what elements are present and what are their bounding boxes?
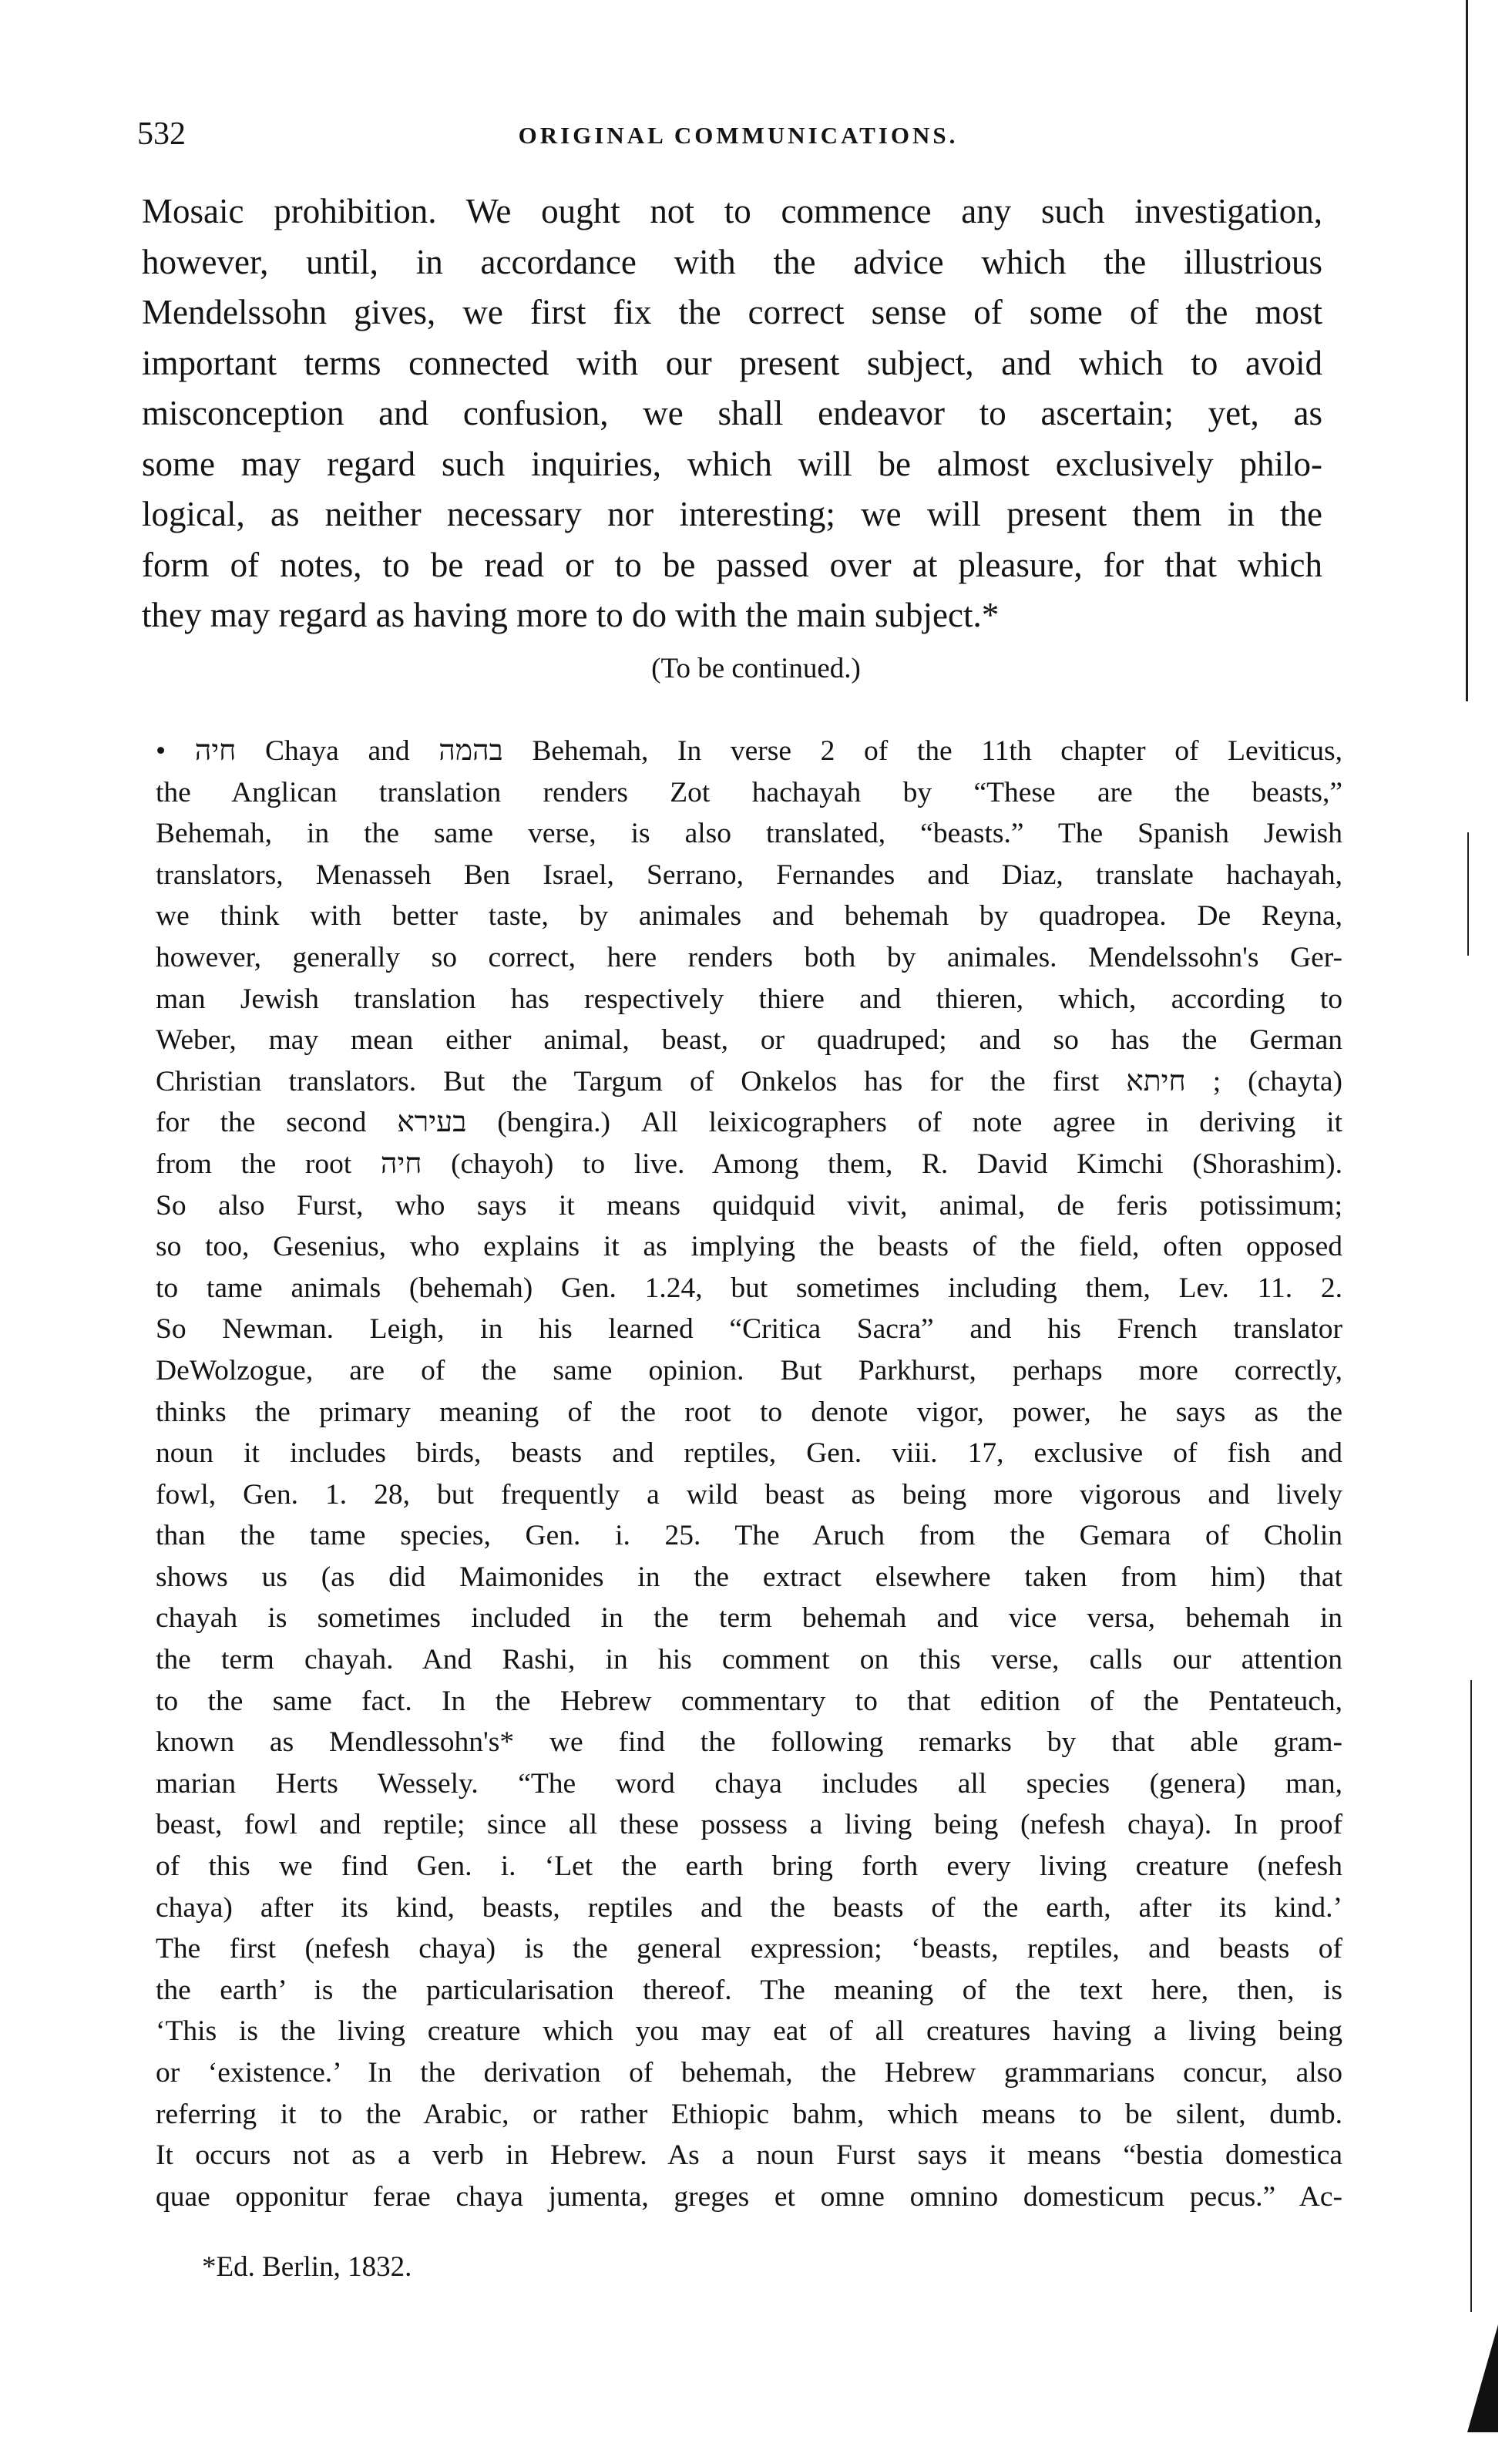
footnote-line: thinks the primary meaning of the root to denote vigor, power, he says as the (156, 1396, 1342, 1428)
footnote-line: man Jewish translation has respectively thiere and thieren, which, according to (156, 983, 1342, 1015)
binding-edge-line (1470, 1680, 1472, 2312)
footnote-line: Behemah, in the same verse, is also translated, “beasts.” The Spanish Jewish (156, 818, 1342, 850)
footnote-line: from the root חיה (chayoh) to live. Among them, R. David Kimchi (Shorashim). (156, 1148, 1342, 1180)
footnote-line: chayah is sometimes included in the term behemah and vice versa, behemah in (156, 1602, 1342, 1635)
footnote-line: so too, Gesenius, who explains it as implying the beasts of the field, often opposed (156, 1231, 1342, 1263)
footnote-line: chaya) after its kind, beasts, reptiles and the beasts of the earth, after its kind.’ (156, 1891, 1342, 1924)
body-line: logical, as neither necessary nor interesting; we will present them in the (142, 495, 1322, 533)
body-text (142, 187, 1322, 641)
body-line: form of notes, to be read or to be passed over at pleasure, for that which (142, 545, 1322, 584)
body-line: some may regard such inquiries, which will be almost exclusively philo- (142, 444, 1322, 483)
body-line: misconception and confusion, we shall endeavor to ascertain; yet, as (142, 394, 1322, 432)
footnote-line: ‘This is the living creature which you may eat of all creatures having a living being (156, 2015, 1342, 2048)
footnote-line: or ‘existence.’ In the derivation of behemah, the Hebrew grammarians concur, also (156, 2057, 1342, 2089)
body-line: important terms connected with our present subject, and which to avoid (142, 343, 1322, 382)
footnote-line: the earth’ is the particularisation thereof. The meaning of the text here, then, is (156, 1974, 1342, 2006)
footnote (156, 731, 1342, 2217)
footnote-line: we think with better taste, by animales and behemah by quadropea. De Reyna, (156, 900, 1342, 933)
page-header (137, 116, 1339, 162)
footnote-line: the term chayah. And Rashi, in his comment on this verse, calls our attention (156, 1644, 1342, 1676)
footnote-line: than the tame species, Gen. i. 25. The Aruch from the Gemara of Cholin (156, 1520, 1342, 1552)
continued-note: (To be continued.) (651, 653, 861, 684)
body-line: however, until, in accordance with the advice which the illustrious (142, 242, 1322, 281)
edition-footnote: *Ed. Berlin, 1832. (202, 2251, 412, 2283)
footnote-line: So also Furst, who says it means quidquid vivit, animal, de feris potissimum; (156, 1189, 1342, 1222)
footnote-line: Christian translators. But the Targum of Onkelos has for the first חיתא ; (chayta) (156, 1065, 1342, 1097)
footnote-line: known as Mendlessohn's* we find the following remarks by that able gram- (156, 1726, 1342, 1759)
footnote-line: referring it to the Arabic, or rather Ethiopic bahm, which means to be silent, dumb. (156, 2098, 1342, 2130)
footnote-line: however, generally so correct, here renders both by animales. Mendelssohn's Ger- (156, 941, 1342, 973)
binding-edge-line (1467, 832, 1469, 956)
page-number: 532 (137, 116, 186, 152)
binding-edge-line (1466, 0, 1468, 701)
footnote-line: The first (nefesh chaya) is the general expression; ‘beasts, reptiles, and beasts of (156, 1933, 1342, 1965)
footnote-line: shows us (as did Maimonides in the extract elsewhere taken from him) that (156, 1561, 1342, 1593)
running-head: ORIGINAL COMMUNICATIONS. (518, 122, 959, 149)
footnote-line: DeWolzogue, are of the same opinion. But Parkhurst, perhaps more correctly, (156, 1354, 1342, 1386)
footnote-line: • חיה Chaya and בהמה Behemah, In verse 2 of the 11th chapter of Leviticus, (156, 735, 1342, 767)
footnote-line: of this we find Gen. i. ‘Let the earth bring forth every living creature (nefesh (156, 1850, 1342, 1883)
footnote-line: quae opponitur ferae chaya jumenta, greges et omne omnino domesticum pecus.” Ac- (156, 2180, 1342, 2213)
footnote-line: marian Herts Wessely. “The word chaya includes all species (genera) man, (156, 1767, 1342, 1800)
page-corner-mark (1467, 2324, 1498, 2432)
body-line: Mendelssohn gives, we first fix the correct sense of some of the most (142, 293, 1322, 331)
footnote-line: So Newman. Leigh, in his learned “Critica Sacra” and his French translator (156, 1313, 1342, 1346)
body-line: Mosaic prohibition. We ought not to commence any such investigation, (142, 192, 1322, 230)
footnote-line: It occurs not as a verb in Hebrew. As a noun Furst says it means “bestia domestica (156, 2139, 1342, 2172)
footnote-line: for the second בעירא (bengira.) All leixicographers of note agree in deriving it (156, 1107, 1342, 1139)
footnote-line: the Anglican translation renders Zot hachayah by “These are the beasts,” (156, 776, 1342, 808)
footnote-line: translators, Menasseh Ben Israel, Serrano, Fernandes and Diaz, translate hachayah, (156, 859, 1342, 891)
footnote-line: to the same fact. In the Hebrew commentary to that edition of the Pentateuch, (156, 1685, 1342, 1717)
footnote-line: Weber, may mean either animal, beast, or quadruped; and so has the German (156, 1024, 1342, 1057)
body-line: they may regard as having more to do with the main subject.* (142, 596, 1000, 634)
footnote-line: fowl, Gen. 1. 28, but frequently a wild beast as being more vigorous and lively (156, 1478, 1342, 1511)
footnote-line: beast, fowl and reptile; since all these possess a living being (nefesh chaya). In proof (156, 1809, 1342, 1841)
footnote-line: to tame animals (behemah) Gen. 1.24, but sometimes including them, Lev. 11. 2. (156, 1272, 1342, 1304)
footnote-line: noun it includes birds, beasts and reptiles, Gen. viii. 17, exclusive of fish and (156, 1437, 1342, 1470)
